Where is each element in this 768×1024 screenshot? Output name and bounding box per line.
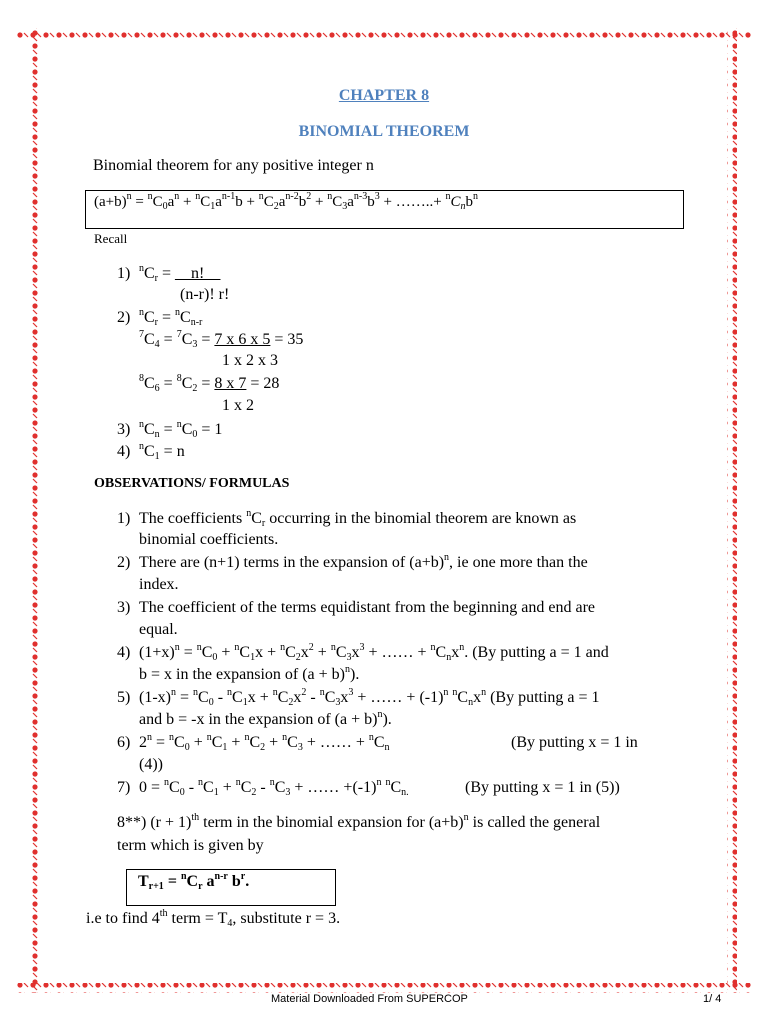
observation-3-cont: equal. [139,621,178,638]
observation-1-cont: binomial coefficients. [139,531,279,548]
observation-2: There are (n+1) terms in the expansion of $(a+b)^n$, ie one more than the [139,552,588,571]
fourth-term-example: i.e to find 4th term = $T_4$, substitute r = 3. [86,908,341,929]
observation-4: $(1+x)^n = ^nC_0 + ^nC_1x + ^nC_2x^2 + ^nC_3x^3$ + …… + $^nC_nx^n$. (By putting a = 1 and [139,642,609,663]
general-term-formula: $T_{r+1} = ^nC_r$ $a^{n-r}$ $b^r$. [138,871,250,892]
observation-5-cont: and b = -x in the expansion of $(a + b)^n$). [139,709,392,728]
recall-example-7c4: $^7C_4 = ^7C_3 = 7$ x 6 x 5 = 35 [139,329,304,350]
observation-6-note: (By putting x = 1 in [511,734,638,751]
recall-number: 2) [117,309,131,326]
footer-source: Material Downloaded From SUPERCOP [271,993,468,1005]
observation-3: The coefficient of the terms equidistant from the beginning and end are [139,599,595,616]
recall-example-7c4-den: 1 x 2 x 3 [222,352,278,369]
observation-6-cont: (4)) [139,756,163,773]
chapter-heading: CHAPTER 8 [338,87,430,104]
observation-8: 8**) $(r + 1)^{th}$ term in the binomial expansion for $(a+b)^n$ is called the general [117,812,601,831]
observations-heading: OBSERVATIONS/ FORMULAS [94,476,290,491]
observation-8-cont: term which is given by [117,837,264,854]
recall-ncr-denominator: (n-r)! r! [180,286,230,303]
intro-text: Binomial theorem for any positive integer n [93,157,374,174]
recall-example-8c6-den: 1 x 2 [222,397,254,414]
recall-label: Recall [94,231,128,246]
recall-number: 4) [117,443,131,460]
observation-4-cont: b = x in the expansion of $(a + b)^n$). [139,664,360,683]
binomial-formula: $(a+b)^n = ^nC_0a^n + ^nC_1a^{n-1}b + ^nC_2a^{n-2}b^2 + ^nC_3a^{n-3}b^3$ + ……..+ $^nC_nb^n$ [94,191,478,212]
page-number: 1/ 4 [703,993,722,1005]
observation-6: $2^n = ^nC_0 + ^nC_1 + ^nC_2 + ^nC_3$ + …… + $^nC_n$ [139,732,390,753]
observation-7: $0 = ^nC_0 - ^nC_1 + ^nC_2 - ^nC_3$ + …… $+(-1)^n$ $^nC_{n.}$ [139,777,409,798]
recall-number: 3) [117,421,131,438]
recall-example-8c6: $^8C_6 = ^8C_2 = 8$ x 7 = 28 [139,373,280,394]
recall-symmetry: $^nC_r = ^nC_{n-r}$ [139,307,203,328]
recall-number: 1) [117,265,131,282]
recall-ncr: $^nC_r$ = __n!__ [139,263,221,284]
observation-5: $(1-x)^n = ^nC_0 - ^nC_1x + ^nC_2x^2 - ^nC_3x^3$ + …… + $(-1)^n$ $^nC_nx^n$ (By putting a = 1 [139,687,600,708]
recall-ncn: $^nC_n = ^nC_0 = 1$ [139,419,223,440]
recall-nc1: $^nC_1 = n$ [139,441,185,462]
observation-2-cont: index. [139,576,179,593]
observation-7-note: (By putting x = 1 in (5)) [465,779,620,796]
page-title: BINOMIAL THEOREM [298,123,470,140]
observation-1: The coefficients $^nC_r$ occurring in the binomial theorem are known as [139,508,577,529]
